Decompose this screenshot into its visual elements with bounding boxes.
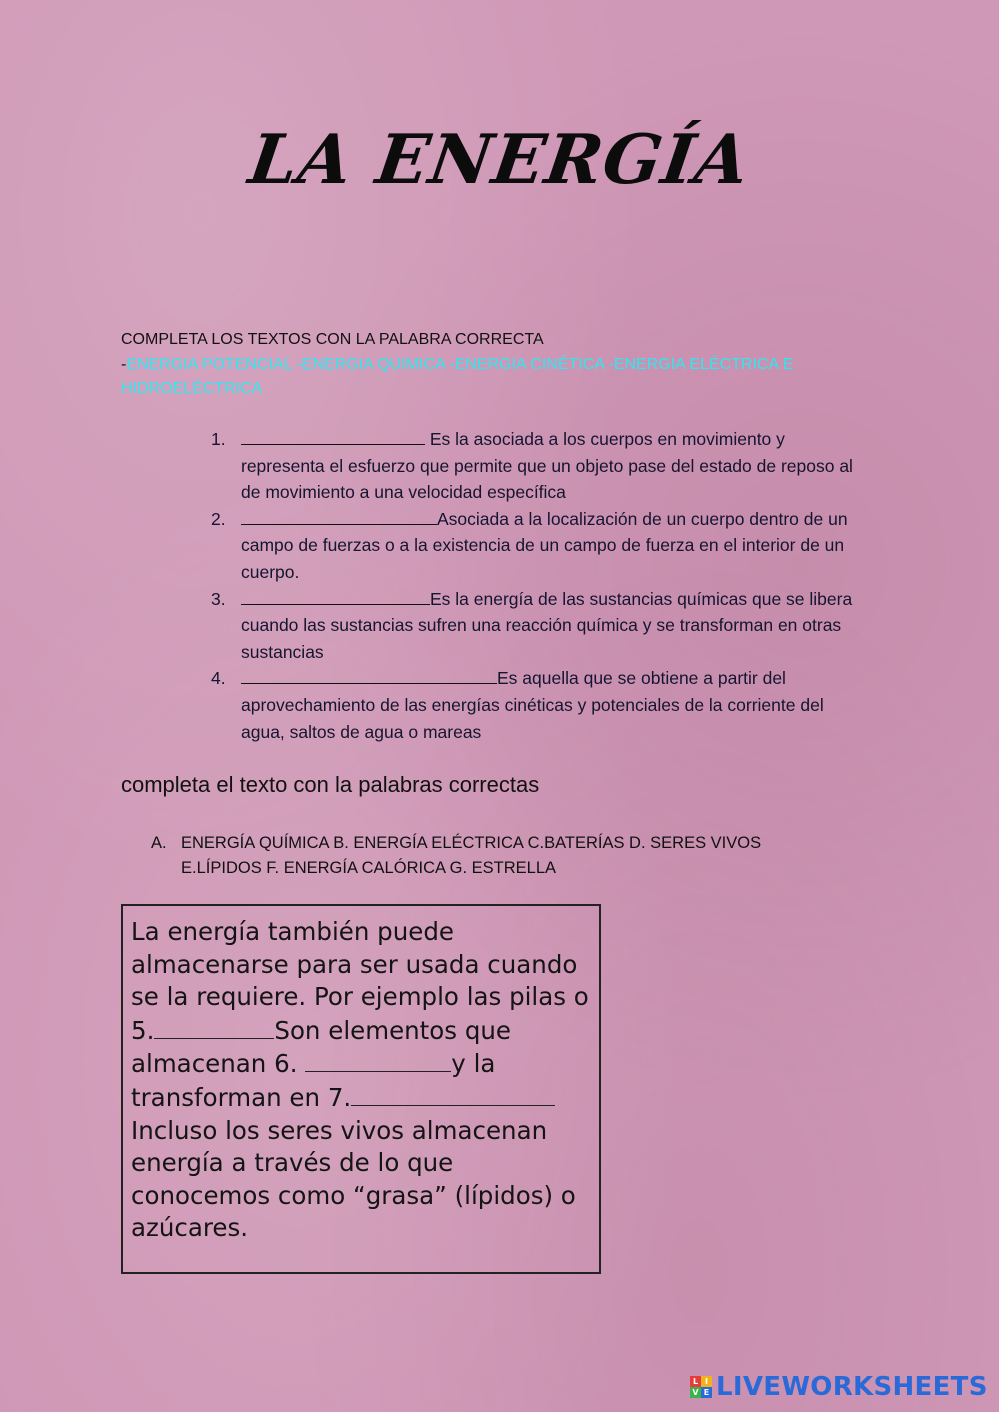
- instructions: COMPLETA LOS TEXTOS CON LA PALABRA CORRECTA: [121, 331, 544, 348]
- box-text-1: La energía también puede almacenarse para ser usada cuando se la requiere. Por ejemplo las pilas o 5.: [131, 917, 589, 1045]
- box-text-2: Son elementos que almacenan: [131, 1015, 511, 1079]
- box-text-3: 6.: [274, 1049, 306, 1079]
- box-text-6: Incluso los seres vivos almacenan energía a través de lo que conocemos como “grasa” (lípidos) o azúcares.: [131, 1115, 576, 1243]
- option-list: [151, 831, 851, 881]
- answer-blank-1[interactable]: [241, 426, 425, 445]
- fill-in-text-box: [121, 904, 601, 1274]
- word-bank-text: ENERGIA POTENCIAL -ENERGIA QUIMICA -ENERGIA CINÉTICA -ENERGIA ELÉCTRICA E HIDROELÉCTRICA: [121, 356, 794, 397]
- question-text: Asociada a la localización de un cuerpo dentro de un campo de fuerzas o a la existencia de un campo de fuerza en el interior de un cuerpo.: [241, 508, 848, 582]
- liveworksheets-icon: L I V E: [690, 1376, 712, 1398]
- question-1: [205, 426, 870, 506]
- option-line-2: E.LÍPIDOS F. ENERGÍA CALÓRICA G. ESTRELLA: [181, 859, 557, 877]
- word-bank-dash: -: [121, 356, 127, 373]
- answer-blank-6[interactable]: [305, 1047, 451, 1072]
- question-list: [205, 426, 870, 745]
- liveworksheets-logo[interactable]: [690, 1372, 988, 1402]
- answer-blank-3[interactable]: [241, 586, 430, 605]
- question-3: [205, 586, 870, 666]
- question-number: 1.: [211, 429, 226, 449]
- brand-text: LIVEWORKSHEETS: [716, 1372, 988, 1402]
- question-number: 3.: [211, 588, 226, 609]
- question-text: Es la asociada a los cuerpos en movimiento y representa el esfuerzo que permite que un objeto pase del estado de reposo al de movimiento a una velocidad específica: [241, 429, 853, 503]
- question-4: [205, 665, 870, 745]
- question-text: Es aquella que se obtiene a partir del aprovechamiento de las energías cinéticas y potenciales de la corriente del agua, saltos de agua o mareas: [241, 668, 824, 742]
- box-text-5: 7.: [327, 1082, 352, 1112]
- question-number: 4.: [211, 668, 226, 689]
- answer-blank-4[interactable]: [241, 665, 497, 684]
- option-text-1: ENERGÍA QUÍMICA B. ENERGÍA ELÉCTRICA C.BATERÍAS D. SERES VIVOS: [181, 834, 762, 852]
- answer-blank-2[interactable]: [241, 506, 437, 525]
- subheading: completa el texto con la palabras correctas: [121, 772, 540, 797]
- option-line-1: [151, 831, 851, 856]
- answer-blank-7[interactable]: [351, 1081, 555, 1106]
- question-number: 2.: [211, 508, 226, 529]
- box-text-4: y la transforman en: [131, 1049, 496, 1112]
- page-title: LA ENERGÍA: [244, 120, 755, 200]
- option-label: A.: [151, 834, 167, 852]
- question-text: Es la energía de las sustancias químicas que se libera cuando las sustancias sufren una reacción química y se transforman en otras sustancias: [241, 588, 853, 662]
- word-bank: [121, 353, 801, 401]
- question-2: [205, 506, 870, 586]
- answer-blank-5[interactable]: [154, 1014, 274, 1039]
